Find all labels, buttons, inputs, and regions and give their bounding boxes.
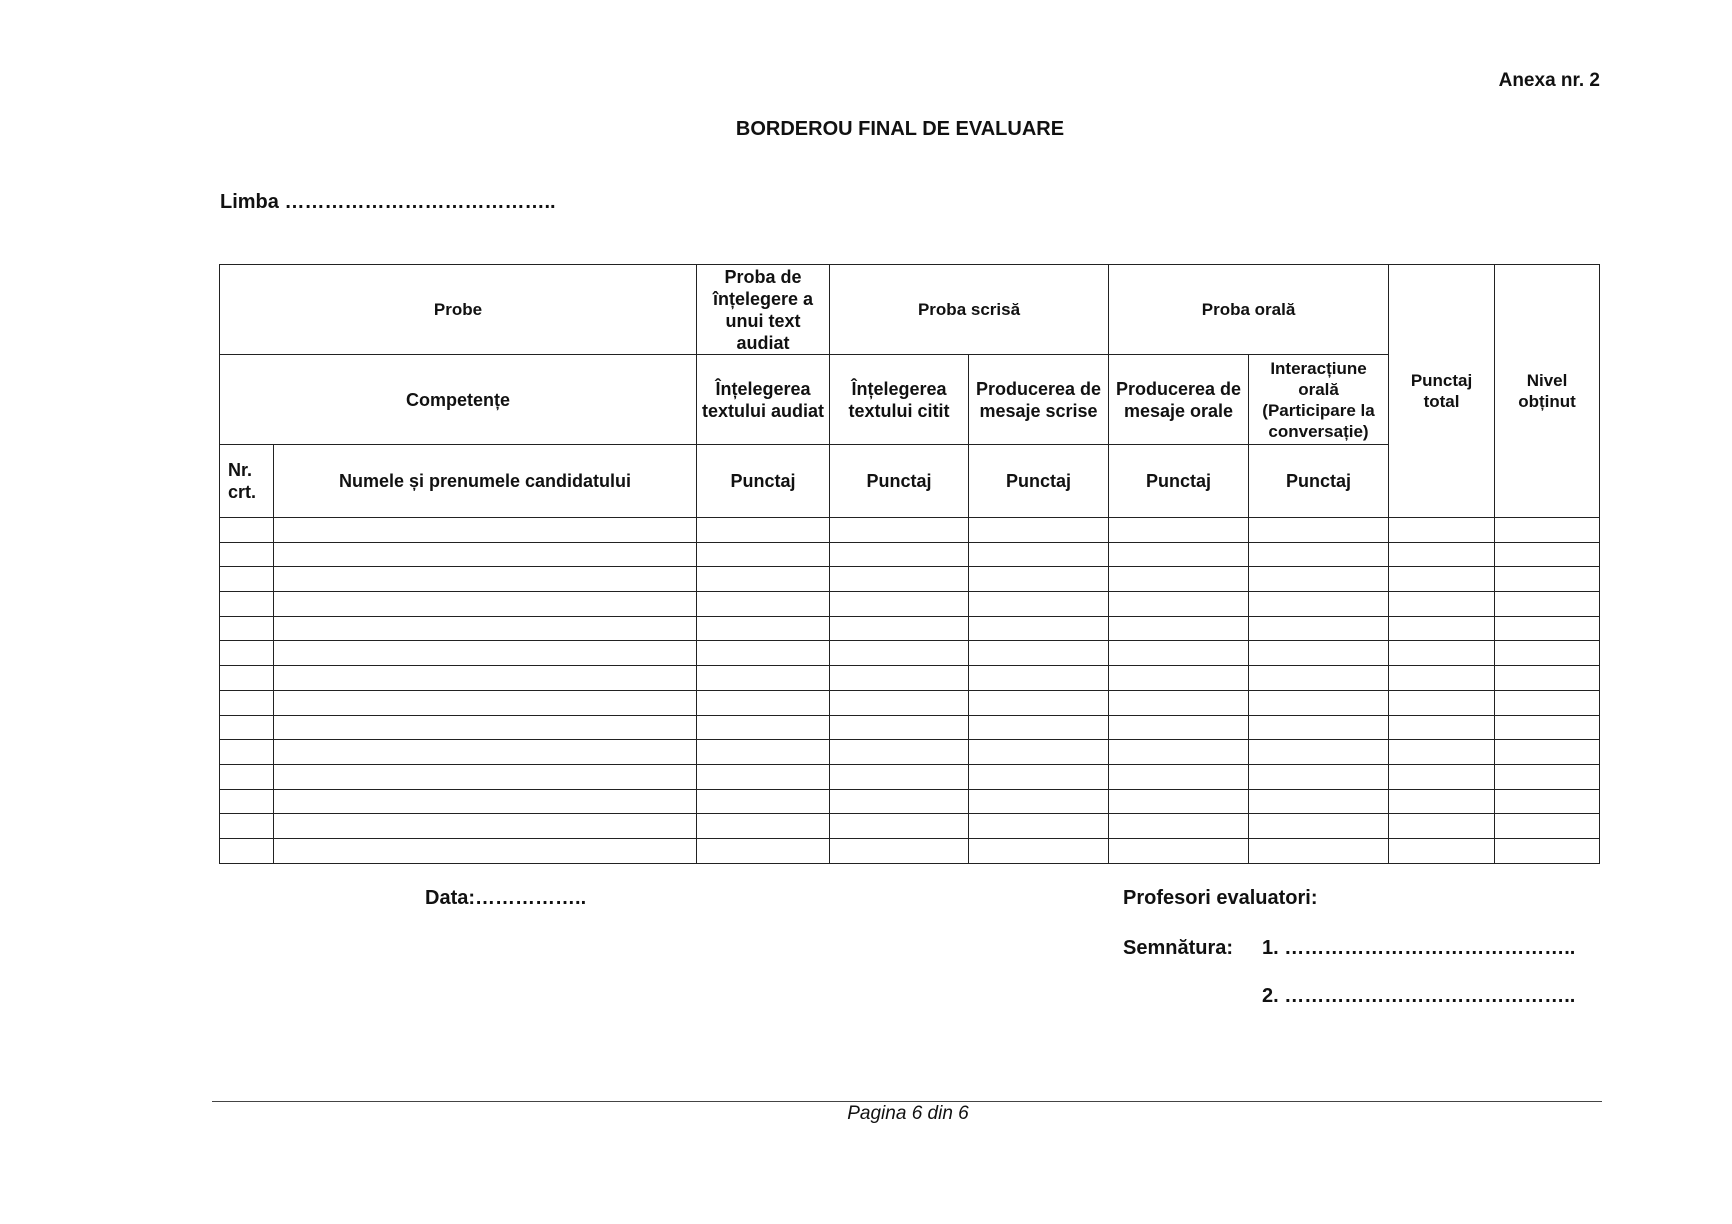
evaluators-label: Profesori evaluatori: (1123, 887, 1318, 909)
table-cell (220, 518, 274, 543)
table-cell (830, 814, 969, 839)
table-cell (274, 814, 697, 839)
table-cell (1249, 567, 1389, 592)
table-cell (697, 641, 830, 666)
table-cell (1389, 542, 1495, 567)
table-cell (1249, 715, 1389, 740)
table-cell (274, 838, 697, 863)
table-row (220, 838, 1600, 863)
table-cell (274, 789, 697, 814)
header-row-number: Nr. crt. (220, 445, 274, 518)
table-cell (697, 542, 830, 567)
table-cell (1495, 814, 1600, 839)
table-cell (1109, 740, 1249, 765)
table-cell (1389, 715, 1495, 740)
header-total-score: Punctaj total (1389, 265, 1495, 518)
header-score-3: Punctaj (969, 445, 1109, 518)
table-cell (1109, 690, 1249, 715)
table-cell (697, 838, 830, 863)
table-cell (1109, 641, 1249, 666)
table-cell (697, 567, 830, 592)
table-cell (830, 616, 969, 641)
table-cell (1109, 764, 1249, 789)
table-cell (1495, 764, 1600, 789)
table-cell (969, 641, 1109, 666)
competency-reading: Înțelegerea textului citit (830, 355, 969, 445)
table-cell (969, 764, 1109, 789)
table-cell (1495, 666, 1600, 691)
table-cell (697, 666, 830, 691)
table-cell (969, 814, 1109, 839)
table-cell (1109, 592, 1249, 617)
table-cell (1389, 789, 1495, 814)
table-row (220, 666, 1600, 691)
table-cell (1495, 789, 1600, 814)
table-cell (830, 542, 969, 567)
table-cell (697, 740, 830, 765)
evaluation-table (219, 264, 1600, 864)
table-cell (1249, 666, 1389, 691)
table-cell (274, 592, 697, 617)
table-cell (220, 690, 274, 715)
table-cell (274, 518, 697, 543)
table-cell (1249, 592, 1389, 617)
table-cell (830, 715, 969, 740)
table-cell (1109, 838, 1249, 863)
table-cell (830, 789, 969, 814)
table-cell (274, 740, 697, 765)
table-cell (697, 518, 830, 543)
table-row (220, 518, 1600, 543)
document-title: BORDEROU FINAL DE EVALUARE (735, 118, 1065, 140)
table-cell (220, 789, 274, 814)
header-probe: Probe (220, 265, 697, 355)
table-cell (697, 690, 830, 715)
table-cell (830, 592, 969, 617)
table-row (220, 592, 1600, 617)
header-written-test: Proba scrisă (830, 265, 1109, 355)
table-row (220, 789, 1600, 814)
table-row (220, 814, 1600, 839)
table-cell (697, 764, 830, 789)
table-cell (1109, 789, 1249, 814)
table-cell (274, 690, 697, 715)
table-cell (969, 616, 1109, 641)
table-cell (1249, 641, 1389, 666)
table-row (220, 764, 1600, 789)
table-cell (1109, 715, 1249, 740)
table-cell (274, 666, 697, 691)
table-cell (830, 641, 969, 666)
annex-label: Anexa nr. 2 (1498, 70, 1600, 91)
table-row (220, 690, 1600, 715)
table-cell (969, 567, 1109, 592)
table-cell (969, 740, 1109, 765)
table-cell (1109, 518, 1249, 543)
competency-listening: Înțelegerea textului audiat (697, 355, 830, 445)
table-row (220, 740, 1600, 765)
table-row (220, 567, 1600, 592)
table-cell (1495, 616, 1600, 641)
signature-label: Semnătura: (1123, 937, 1234, 959)
table-cell (1249, 690, 1389, 715)
table-cell (1249, 814, 1389, 839)
table-cell (1249, 789, 1389, 814)
table-cell (830, 666, 969, 691)
table-cell (1109, 567, 1249, 592)
table-cell (1495, 567, 1600, 592)
table-row (220, 715, 1600, 740)
table-cell (697, 789, 830, 814)
table-cell (1389, 764, 1495, 789)
table-cell (1389, 616, 1495, 641)
table-cell (830, 518, 969, 543)
table-cell (220, 542, 274, 567)
table-cell (969, 592, 1109, 617)
table-cell (220, 666, 274, 691)
table-cell (1389, 567, 1495, 592)
header-score-1: Punctaj (697, 445, 830, 518)
table-cell (1249, 740, 1389, 765)
header-oral-test: Proba orală (1109, 265, 1389, 355)
table-cell (697, 592, 830, 617)
table-cell (1109, 616, 1249, 641)
table-cell (274, 715, 697, 740)
table-cell (1495, 838, 1600, 863)
table-row (220, 641, 1600, 666)
table-cell (220, 814, 274, 839)
table-cell (1495, 740, 1600, 765)
table-cell (274, 764, 697, 789)
table-cell (220, 838, 274, 863)
table-cell (220, 740, 274, 765)
table-cell (274, 567, 697, 592)
table-cell (1109, 542, 1249, 567)
language-field: Limba ………………………………….. (220, 191, 556, 213)
table-cell (697, 616, 830, 641)
table-row (220, 616, 1600, 641)
table-cell (220, 764, 274, 789)
table-cell (1389, 518, 1495, 543)
table-cell (274, 542, 697, 567)
table-cell (969, 518, 1109, 543)
table-cell (1249, 616, 1389, 641)
table-cell (1495, 592, 1600, 617)
table-cell (969, 838, 1109, 863)
table-cell (220, 715, 274, 740)
table-cell (1495, 518, 1600, 543)
table-cell (969, 715, 1109, 740)
table-cell (1389, 592, 1495, 617)
table-cell (1495, 542, 1600, 567)
table-cell (1389, 690, 1495, 715)
table-cell (1389, 814, 1495, 839)
header-score-5: Punctaj (1249, 445, 1389, 518)
header-candidate-name: Numele și prenumele candidatului (274, 445, 697, 518)
header-competencies: Competențe (220, 355, 697, 445)
table-cell (830, 838, 969, 863)
table-cell (1389, 666, 1495, 691)
table-cell (1389, 838, 1495, 863)
table-cell (220, 592, 274, 617)
date-field: Data:…………….. (425, 887, 587, 909)
table-cell (1495, 715, 1600, 740)
table-cell (1389, 740, 1495, 765)
table-cell (1389, 641, 1495, 666)
footer-divider (212, 1101, 1602, 1102)
header-score-2: Punctaj (830, 445, 969, 518)
table-cell (1249, 764, 1389, 789)
table-cell (220, 567, 274, 592)
table-cell (274, 641, 697, 666)
table-cell (969, 542, 1109, 567)
signature-line-1: 1. …………………………………….. (1262, 937, 1576, 959)
table-cell (1249, 542, 1389, 567)
competency-writing: Producerea de mesaje scrise (969, 355, 1109, 445)
header-level: Nivel obținut (1495, 265, 1600, 518)
table-cell (697, 715, 830, 740)
table-cell (969, 666, 1109, 691)
table-cell (830, 690, 969, 715)
table-cell (969, 690, 1109, 715)
header-listening-test: Proba de înțelegere a unui text audiat (697, 265, 830, 355)
table-cell (969, 789, 1109, 814)
table-cell (830, 567, 969, 592)
table-cell (220, 641, 274, 666)
table-cell (1109, 666, 1249, 691)
competency-speaking: Producerea de mesaje orale (1109, 355, 1249, 445)
table-cell (1249, 838, 1389, 863)
table-cell (1495, 641, 1600, 666)
table-cell (220, 616, 274, 641)
table-row (220, 542, 1600, 567)
table-cell (1249, 518, 1389, 543)
table-cell (830, 764, 969, 789)
table-cell (697, 814, 830, 839)
table-cell (1109, 814, 1249, 839)
table-cell (830, 740, 969, 765)
table-cell (274, 616, 697, 641)
signature-line-2: 2. …………………………………….. (1262, 985, 1576, 1007)
competency-interaction: Interacțiune orală (Participare la conversație) (1249, 355, 1389, 445)
table-cell (1495, 690, 1600, 715)
page-number: Pagina 6 din 6 (847, 1103, 969, 1124)
header-score-4: Punctaj (1109, 445, 1249, 518)
